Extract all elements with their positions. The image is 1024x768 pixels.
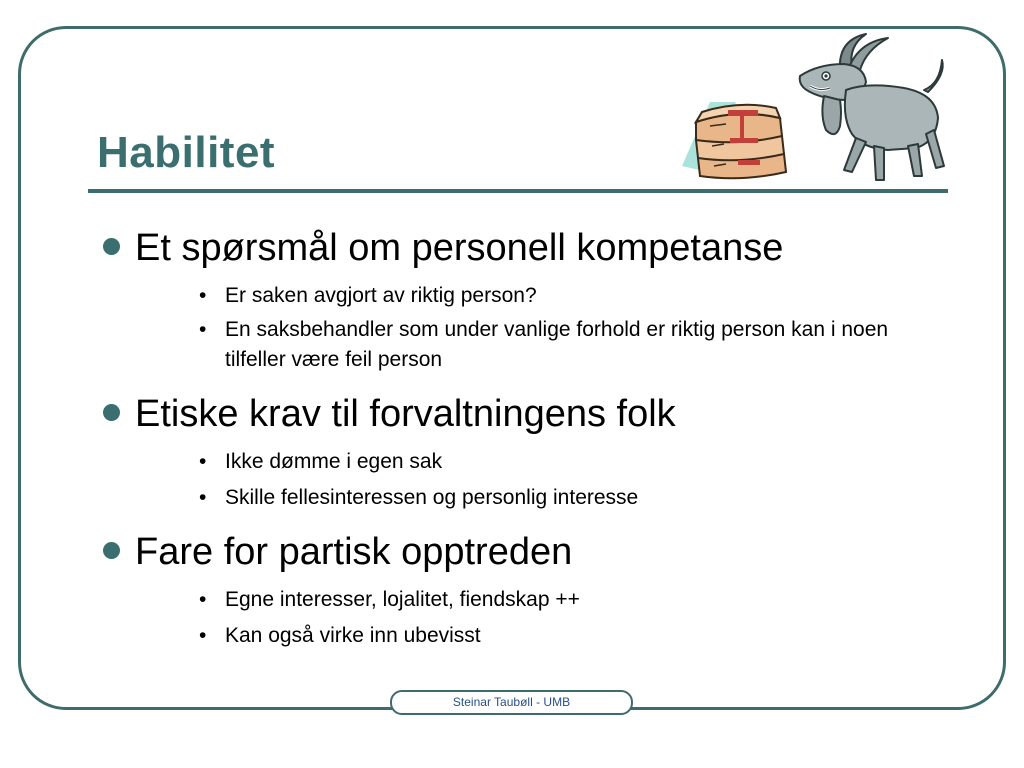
sub-bullet-text: Ikke dømme i egen sak xyxy=(225,450,443,473)
bullet-level2 xyxy=(199,447,959,477)
sub-bullet-text: En saksbehandler som under vanlige forhold er riktig person kan i noen tilfeller være feil person xyxy=(225,318,889,371)
bullet-level2 xyxy=(199,315,919,375)
bullet-level2 xyxy=(199,483,959,513)
sub-bullet-dot-icon: • xyxy=(199,318,207,341)
bullet-text: Etiske krav til forvaltningens folk xyxy=(135,393,676,435)
slide-title: Habilitet xyxy=(97,128,276,177)
bullet-level2 xyxy=(199,281,959,311)
bullet-text: Et spørsmål om personell kompetanse xyxy=(135,227,784,269)
slide-footer: Steinar Taubøll - UMB xyxy=(390,690,633,715)
sub-bullet-text: Kan også virke inn ubevisst xyxy=(225,624,481,647)
bullet-level2 xyxy=(199,585,959,615)
bullet-text: Fare for partisk opptreden xyxy=(135,531,573,573)
sub-bullet-dot-icon: • xyxy=(199,624,207,647)
sub-bullet-dot-icon: • xyxy=(199,284,207,307)
bullet-level2 xyxy=(199,621,959,651)
sub-bullet-dot-icon: • xyxy=(199,588,207,611)
bullet-dot-icon xyxy=(103,542,120,559)
sub-bullet-dot-icon: • xyxy=(199,486,207,509)
bullet-dot-icon xyxy=(103,238,120,255)
sub-bullet-text: Skille fellesinteressen og personlig interesse xyxy=(225,486,639,509)
sub-bullet-text: Er saken avgjort av riktig person? xyxy=(225,284,537,307)
bullet-dot-icon xyxy=(103,404,120,421)
sub-bullet-text: Egne interesser, lojalitet, fiendskap ++ xyxy=(225,588,580,611)
sub-bullet-dot-icon: • xyxy=(199,450,207,473)
